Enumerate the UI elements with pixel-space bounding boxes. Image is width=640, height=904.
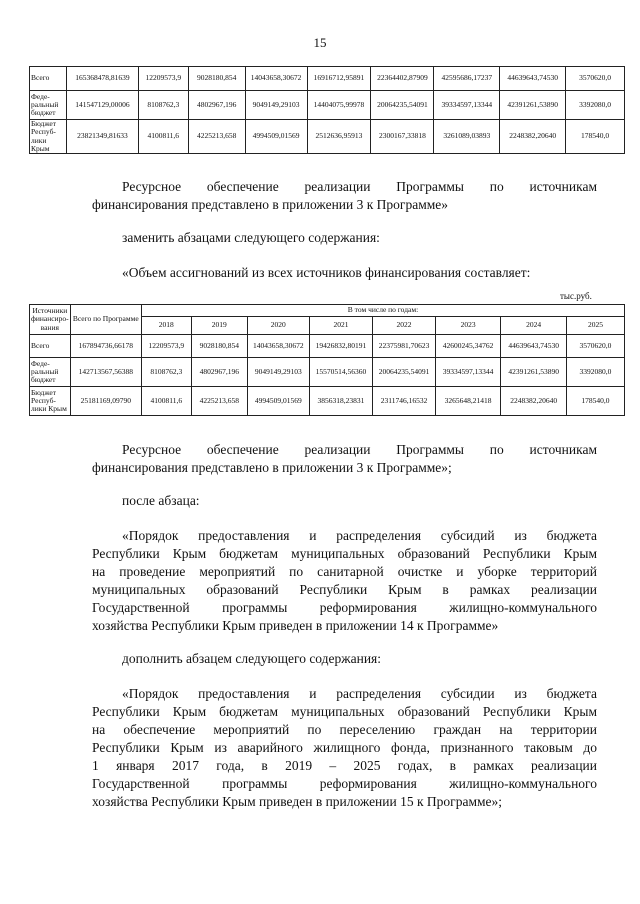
- header-year: 2021: [309, 317, 373, 335]
- table-cell: 42595686,17237: [434, 67, 500, 91]
- table-cell: 4994509,01569: [245, 120, 307, 154]
- row-label: Феде-ральный бюджет: [30, 358, 71, 387]
- table-cell: 16916712,95891: [307, 67, 371, 91]
- funding-table-new: [29, 304, 625, 416]
- table-cell: 14043658,30672: [247, 335, 309, 358]
- table-row: [30, 335, 625, 358]
- paragraph-after: после абзаца:: [122, 493, 200, 508]
- table-cell: 178540,0: [566, 387, 624, 416]
- table-cell: 4802967,196: [191, 358, 247, 387]
- header-year: 2022: [373, 317, 436, 335]
- paragraph-line: хозяйства Республики Крым приведен в приложении 15 к Программе»;: [92, 794, 503, 809]
- table-cell: 2248382,20640: [500, 120, 566, 154]
- table-cell: 9049149,29103: [247, 358, 309, 387]
- funding-table-new-header: [30, 305, 625, 335]
- table-cell: 22375981,70623: [373, 335, 436, 358]
- table-cell: 12209573,9: [138, 67, 188, 91]
- table-cell: 14043658,30672: [245, 67, 307, 91]
- table-cell: 9028180,854: [188, 67, 245, 91]
- table-cell: 8108762,3: [142, 358, 192, 387]
- table-row: [30, 387, 625, 416]
- table-cell: 25181169,09790: [70, 387, 141, 416]
- header-year: 2020: [247, 317, 309, 335]
- header-year: 2018: [142, 317, 192, 335]
- table-cell: 42391261,53890: [501, 358, 567, 387]
- paragraph-line: Республики Крым бюджетам муниципальных образований Республики Крым: [92, 546, 597, 561]
- table-row: [30, 120, 625, 154]
- funding-table-new-body: [30, 335, 625, 416]
- table-cell: 23821349,81633: [66, 120, 138, 154]
- paragraph-line: хозяйства Республики Крым приведен в приложении 14 к Программе»: [92, 618, 499, 633]
- table-cell: 2311746,16532: [373, 387, 436, 416]
- paragraph-line: 1 января 2017 года, в 2019 – 2025 годах, в рамках реализации: [92, 758, 597, 773]
- paragraph-resources-2a: Ресурсное обеспечение реализации Программы по источникам: [122, 442, 597, 457]
- table-cell: 141547129,00006: [66, 91, 138, 120]
- table-cell: 22364402,87909: [371, 67, 434, 91]
- header-years: В том числе по годам:: [142, 305, 625, 317]
- header-year: 2025: [566, 317, 624, 335]
- paragraph-line: Государственной программы реформирования жилищно-коммунального: [92, 776, 597, 791]
- table-cell: 3392080,0: [566, 91, 625, 120]
- row-label: Феде-ральный бюджет: [30, 91, 67, 120]
- funding-table-old-body: [30, 67, 625, 154]
- paragraph-replace: заменить абзацами следующего содержания:: [122, 230, 380, 245]
- table-cell: 2248382,20640: [501, 387, 567, 416]
- page-number: 15: [313, 35, 327, 50]
- table-cell: 2300167,33818: [371, 120, 434, 154]
- table-cell: 20064235,54091: [373, 358, 436, 387]
- table-row: [30, 91, 625, 120]
- table-cell: 178540,0: [566, 120, 625, 154]
- paragraph-resources-1a: Ресурсное обеспечение реализации Программы по источникам: [122, 179, 597, 194]
- table-cell: 3570620,0: [566, 335, 624, 358]
- table-cell: 4100811,6: [142, 387, 192, 416]
- table-cell: 3392080,0: [566, 358, 624, 387]
- paragraph-line: «Порядок предоставления и распределения субсидии из бюджета: [122, 686, 597, 701]
- table-cell: 42391261,53890: [500, 91, 566, 120]
- paragraph-line: Государственной программы реформирования жилищно-коммунального: [92, 600, 597, 615]
- header-source: Источники финансиро-вания: [30, 305, 71, 335]
- paragraph-line: Республики Крым бюджетам муниципальных образований Республики Крым: [92, 704, 597, 719]
- paragraph-line: на обеспечение мероприятий по переселению граждан на территории: [92, 722, 597, 737]
- table-row: [30, 67, 625, 91]
- unit-label: тыс.руб.: [560, 291, 592, 301]
- table-cell: 4994509,01569: [247, 387, 309, 416]
- table-cell: 4225213,658: [191, 387, 247, 416]
- table-cell: 44639643,74530: [500, 67, 566, 91]
- header-total: Всего по Программе: [70, 305, 141, 335]
- table-cell: 19426832,80191: [309, 335, 373, 358]
- table-cell: 9028180,854: [191, 335, 247, 358]
- table-cell: 2512636,95913: [307, 120, 371, 154]
- table-cell: 42600245,34762: [435, 335, 501, 358]
- paragraph-resources-2b: финансирования представлено в приложении 3 к Программе»;: [92, 460, 452, 475]
- table-cell: 3265648,21418: [435, 387, 501, 416]
- funding-table-old: [29, 66, 625, 154]
- paragraph-line: муниципальных образований Республики Крым в рамках реализации: [92, 582, 597, 597]
- row-label: Всего: [30, 67, 67, 91]
- table-cell: 142713567,56388: [70, 358, 141, 387]
- table-cell: 39334597,13344: [435, 358, 501, 387]
- table-cell: 44639643,74530: [501, 335, 567, 358]
- table-cell: 3856318,23831: [309, 387, 373, 416]
- row-label: Всего: [30, 335, 71, 358]
- table-cell: 165368478,81639: [66, 67, 138, 91]
- header-year: 2023: [435, 317, 501, 335]
- header-row: [30, 305, 625, 317]
- table-row: [30, 358, 625, 387]
- paragraph-line: Республики Крым из аварийного жилищного фонда, признанного таковым до: [92, 740, 597, 755]
- table-cell: 15570514,56360: [309, 358, 373, 387]
- row-label: Бюджет Респуб-лики Крым: [30, 120, 67, 154]
- table-cell: 3261089,03893: [434, 120, 500, 154]
- table-cell: 8108762,3: [138, 91, 188, 120]
- table-cell: 4802967,196: [188, 91, 245, 120]
- table-cell: 12209573,9: [142, 335, 192, 358]
- paragraph-volume: «Объем ассигнований из всех источников финансирования составляет:: [122, 265, 531, 280]
- table-cell: 4225213,658: [188, 120, 245, 154]
- paragraph-line: на проведение мероприятий по санитарной очистке и уборке территорий: [92, 564, 597, 579]
- paragraph-line: «Порядок предоставления и распределения субсидий из бюджета: [122, 528, 597, 543]
- paragraph-supplement: дополнить абзацем следующего содержания:: [122, 651, 382, 666]
- table-cell: 167894736,66178: [70, 335, 141, 358]
- table-cell: 9049149,29103: [245, 91, 307, 120]
- table-cell: 20064235,54091: [371, 91, 434, 120]
- header-year: 2019: [191, 317, 247, 335]
- paragraph-resources-1b: финансирования представлено в приложении 3 к Программе»: [92, 197, 449, 212]
- row-label: Бюджет Респуб-лики Крым: [30, 387, 71, 416]
- table-cell: 4100811,6: [138, 120, 188, 154]
- table-cell: 3570620,0: [566, 67, 625, 91]
- table-cell: 14404075,99978: [307, 91, 371, 120]
- header-year: 2024: [501, 317, 567, 335]
- table-cell: 39334597,13344: [434, 91, 500, 120]
